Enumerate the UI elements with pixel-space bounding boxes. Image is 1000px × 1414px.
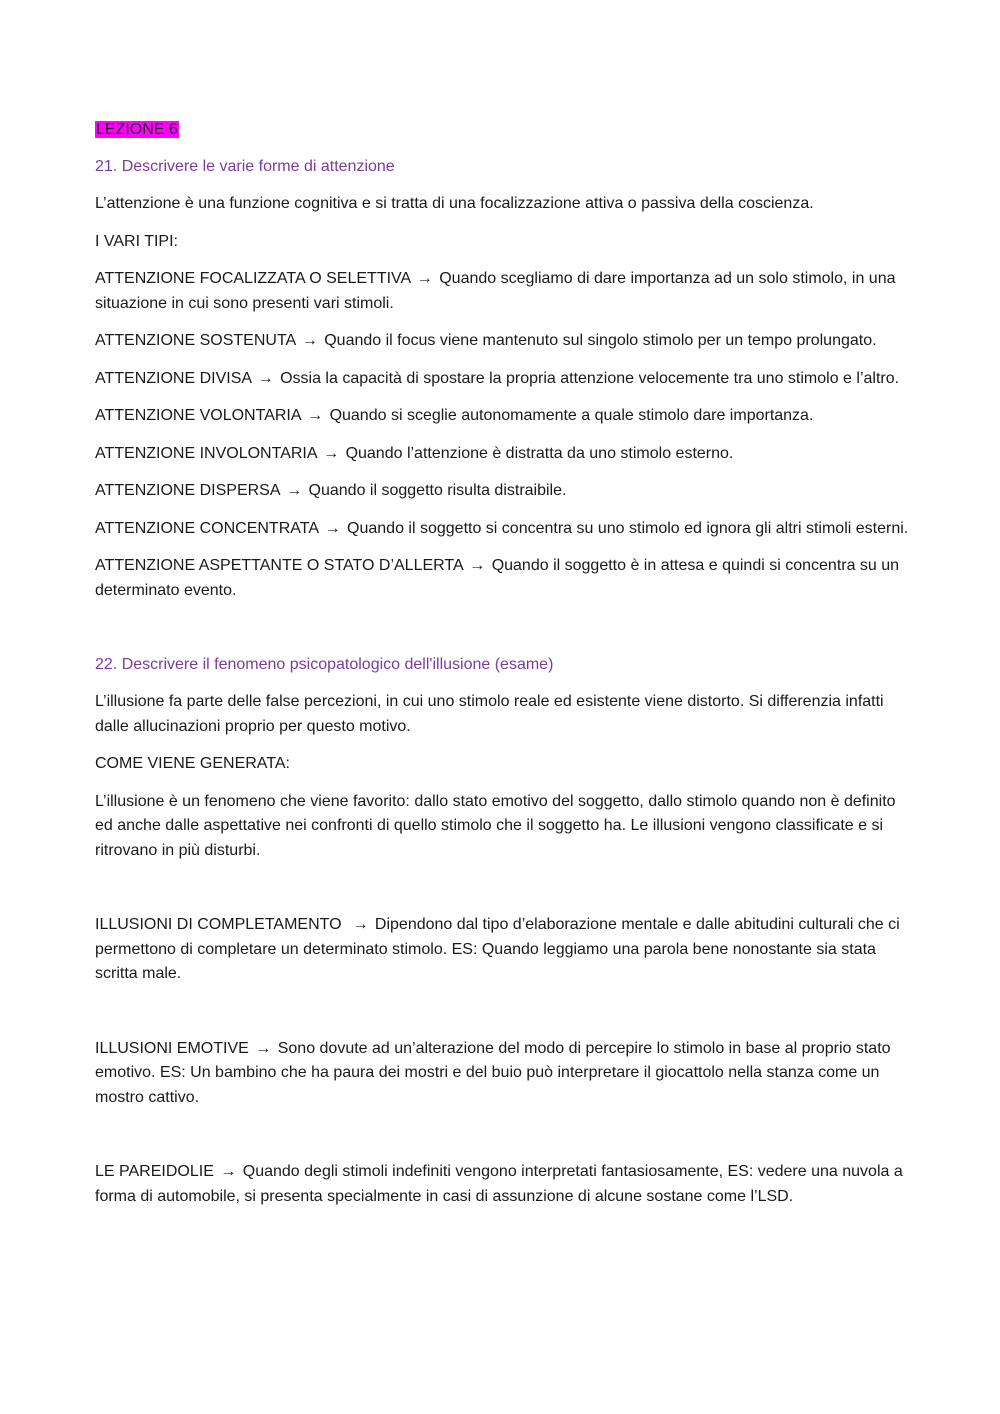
arrow-right-icon: → xyxy=(307,407,324,424)
attention-item xyxy=(95,404,910,429)
item-term: ATTENZIONE DIVISA xyxy=(95,369,252,387)
arrow-right-icon: → xyxy=(301,332,318,349)
item-desc: Quando il soggetto è in attesa e quindi si concentra su un determinato evento. xyxy=(95,557,900,599)
attention-item xyxy=(95,479,910,504)
item-desc: Quando il soggetto si concentra su uno stimolo ed ignora gli altri stimoli esterni. xyxy=(347,519,909,537)
item-term: ATTENZIONE DISPERSA xyxy=(95,482,280,499)
section-22-heading: 22. Descrivere il fenomeno psicopatologico dell'illusione (esame) xyxy=(95,656,554,673)
attention-item xyxy=(95,329,910,354)
item-desc: Quando scegliamo di dare importanza ad un solo stimolo, in una situazione in cui sono presenti vari stimoli. xyxy=(95,270,896,312)
item-desc: Quando si sceglie autonomamente a quale stimolo dare importanza. xyxy=(329,407,814,424)
arrow-right-icon: → xyxy=(324,519,341,537)
item-term: ILLUSIONI DI COMPLETAMENTO xyxy=(95,916,342,933)
lesson-label xyxy=(95,118,910,142)
attention-item xyxy=(95,367,910,392)
attention-item xyxy=(95,517,910,542)
item-desc: Quando il focus viene mantenuto sul singolo stimolo per un tempo prolungato. xyxy=(324,332,877,349)
item-desc: Sono dovute ad un’alterazione del modo di percepire lo stimolo in base al proprio stato emotivo. ES: Un bambino che ha paura dei mostri e del buio può interpretare il giocattolo nella stanza come un mostro cattivo. xyxy=(95,1039,891,1106)
arrow-right-icon: → xyxy=(469,557,486,574)
item-desc: Quando degli stimoli indefiniti vengono interpretati fantasiosamente, ES: vedere una nuvola a forma di automobile, si presenta specialmente in casi di assunzione di alcune sostane come l’LSD. xyxy=(95,1163,903,1205)
item-term: ATTENZIONE SOSTENUTA xyxy=(95,332,296,349)
attention-item xyxy=(95,442,910,467)
document-page xyxy=(95,118,910,1222)
arrow-right-icon: → xyxy=(416,270,433,287)
arrow-right-icon: → xyxy=(255,1039,272,1057)
item-term: LE PAREIDOLIE xyxy=(95,1163,214,1180)
arrow-right-icon: → xyxy=(220,1163,237,1180)
types-label: I VARI TIPI: xyxy=(95,232,178,250)
item-term: ATTENZIONE INVOLONTARIA xyxy=(95,444,317,462)
item-term: ATTENZIONE FOCALIZZATA O SELETTIVA xyxy=(95,270,411,287)
illusion-item xyxy=(95,1037,910,1111)
item-desc: Quando l’attenzione è distratta da uno stimolo esterno. xyxy=(345,444,734,462)
item-desc: Quando il soggetto risulta distraibile. xyxy=(308,482,567,499)
item-desc: Ossia la capacità di spostare la propria attenzione velocemente tra uno stimolo e l’altro. xyxy=(280,369,900,387)
section-21-intro: L’attenzione è una funzione cognitiva e si tratta di una focalizzazione attiva o passiva della coscienza. xyxy=(95,195,814,212)
item-term: ATTENZIONE ASPETTANTE O STATO D’ALLERTA xyxy=(95,557,463,574)
illusion-item xyxy=(95,913,910,987)
section-21-heading: 21. Descrivere le varie forme di attenzione xyxy=(95,158,395,175)
item-desc: Dipendono dal tipo d’elaborazione mentale e dalle abitudini culturali che ci permettono di completare un determinato stimolo. ES: Quando leggiamo una parola bene nonostante sia stata scritta male. xyxy=(95,916,900,982)
generated-text: L’illusione è un fenomeno che viene favorito: dallo stato emotivo del soggetto, dallo stimolo quando non è definito ed anche dalle aspettative nei confronti di quello stimolo che il soggetto ha. Le illusioni vengono classificate e si ritrovano in più disturbi. xyxy=(95,792,896,859)
arrow-right-icon: → xyxy=(257,369,274,387)
item-term: ILLUSIONI EMOTIVE xyxy=(95,1039,249,1057)
arrow-right-icon: → xyxy=(352,916,369,933)
item-term: ATTENZIONE CONCENTRATA xyxy=(95,519,319,537)
lesson-label-highlight: LEZIONE 6 xyxy=(96,121,178,138)
item-term: ATTENZIONE VOLONTARIA xyxy=(95,407,301,424)
attention-item xyxy=(95,267,910,316)
arrow-right-icon: → xyxy=(323,444,340,462)
section-22-intro: L’illusione fa parte delle false percezioni, in cui uno stimolo reale ed esistente viene distorto. Si differenzia infatti dalle allucinazioni proprio per questo motivo. xyxy=(95,693,884,735)
generated-label: COME VIENE GENERATA: xyxy=(95,755,290,772)
illusion-item xyxy=(95,1160,910,1209)
arrow-right-icon: → xyxy=(286,482,303,499)
attention-item xyxy=(95,554,910,603)
